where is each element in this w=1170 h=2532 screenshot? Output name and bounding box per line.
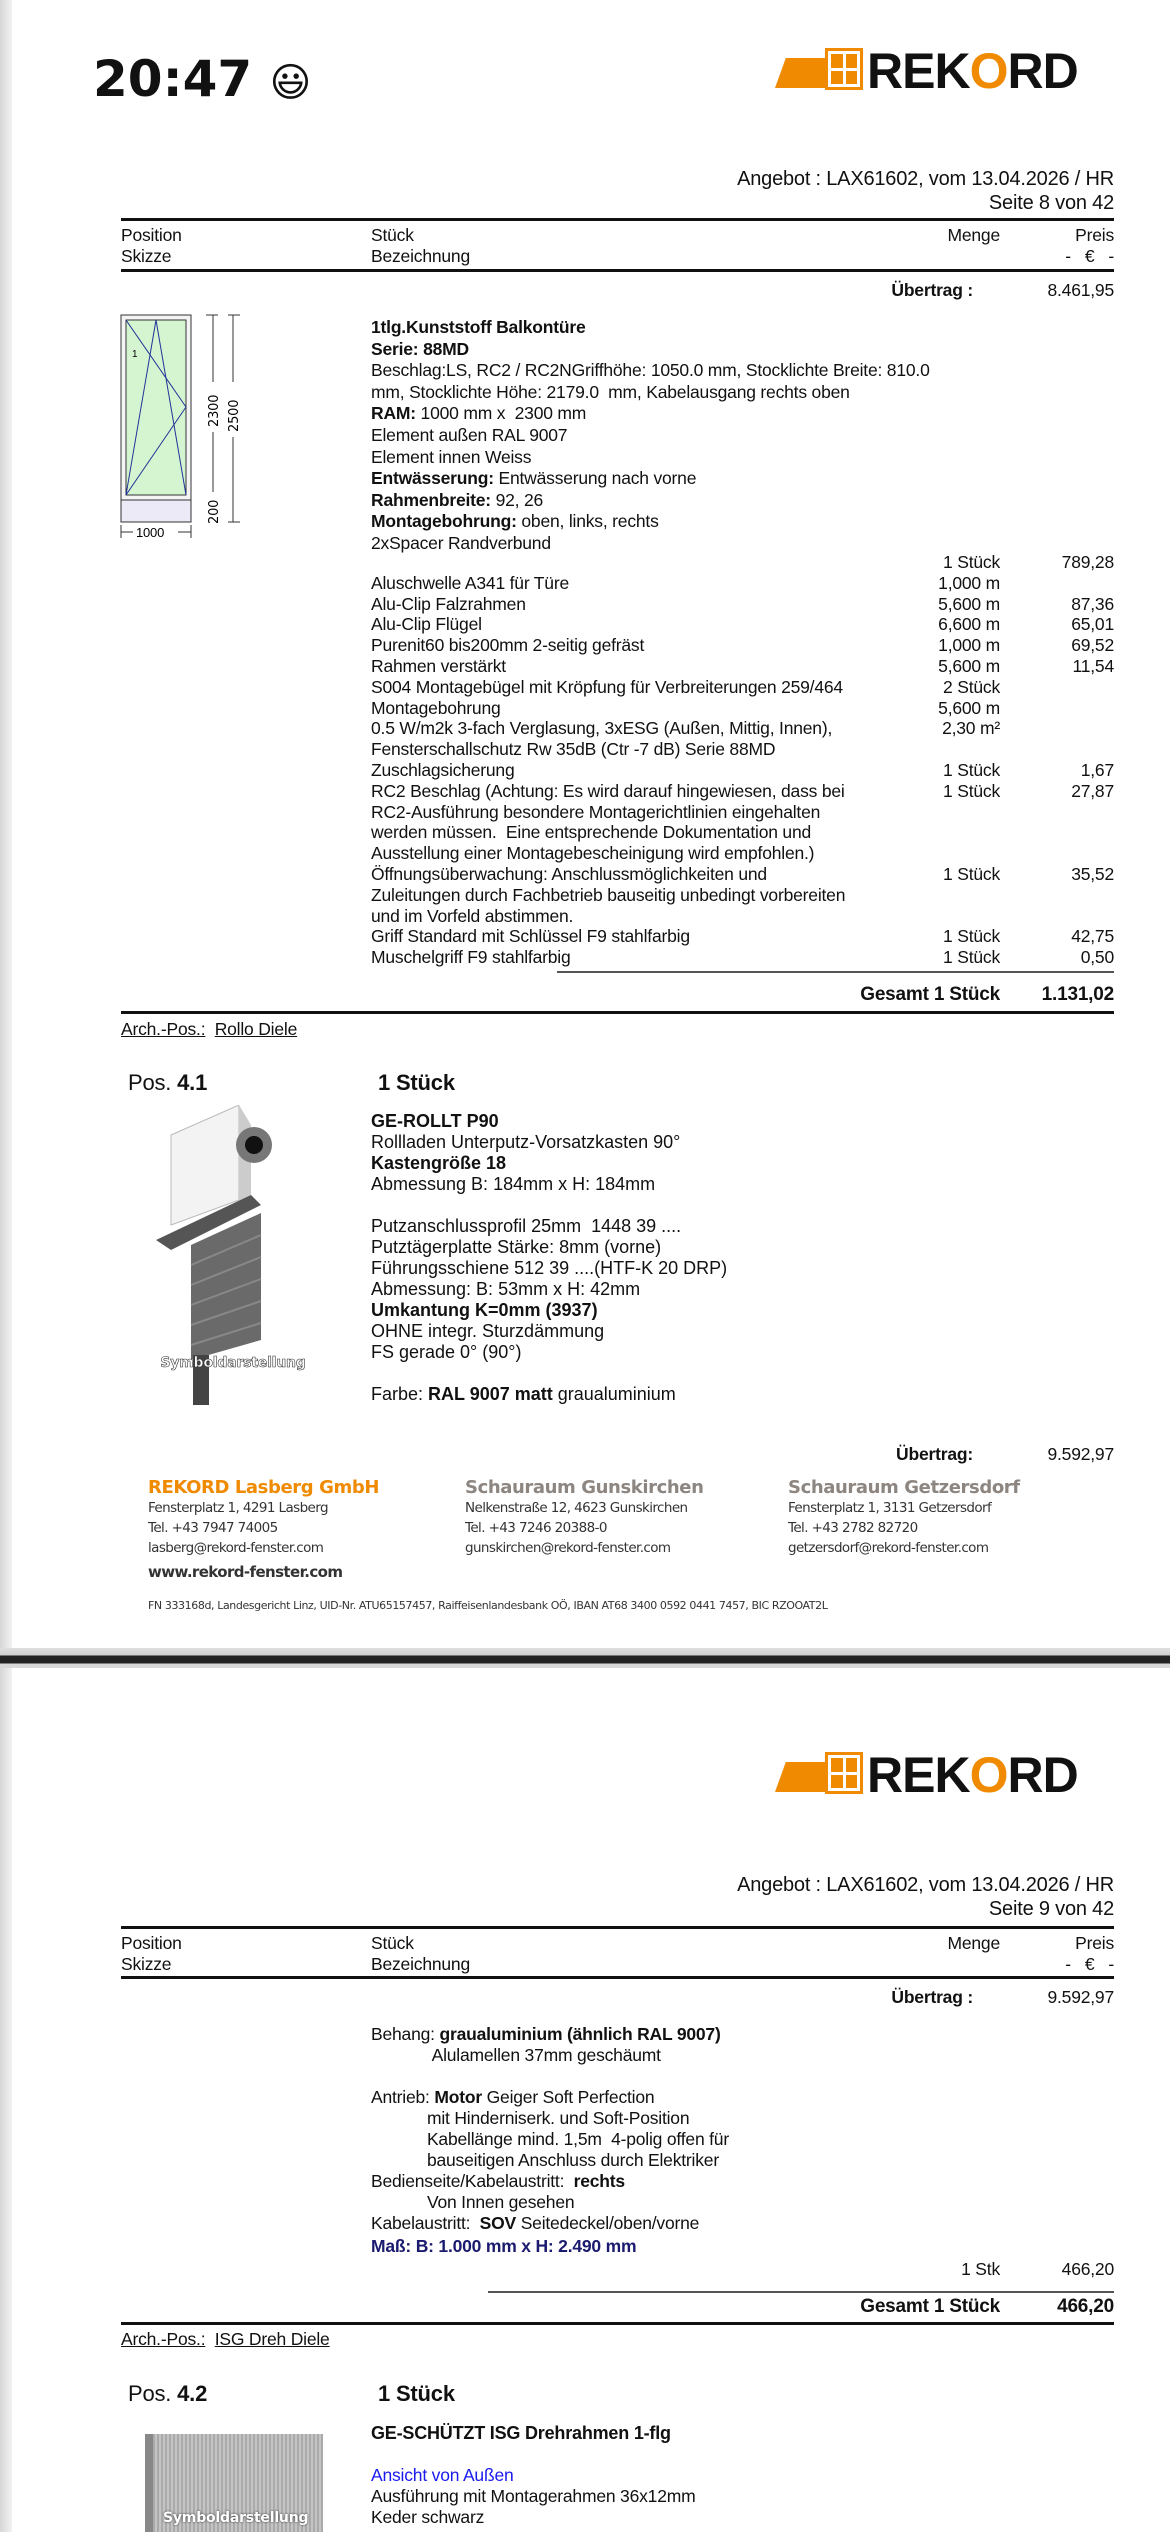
text-line [371,2150,729,2171]
text: Geiger Soft Perfection [481,2087,655,2107]
text: Beschlag:LS, RC2 / RC2NGriffhöhe: 1050.0 mm, Stocklichte Breite: 810.0 [371,360,930,381]
text-line [371,1132,727,1153]
row-price: 42,75 [1071,926,1114,947]
position-title: GE-SCHÜTZT ISG Drehrahmen 1-flg [371,2423,671,2443]
window-sketch [118,312,258,542]
col-header-position: Position Skizze [121,1933,182,1974]
row-price: 65,01 [1071,614,1114,635]
item-row [371,718,1114,760]
text-line [371,1363,727,1384]
email-link[interactable]: lasberg@rekord-fenster.com [148,1540,324,1556]
carry-label: Übertrag : [891,280,973,300]
arch-pos: Arch.-Pos.: ISG Dreh Diele [121,2329,330,2349]
bold-text: Kastengröße 18 [371,1153,507,1173]
text-line [371,1237,727,1258]
text-line [371,403,930,425]
text: Element außen RAL 9007 [371,424,568,445]
col-header-preis: Preis - € - [1065,1933,1114,1974]
text-line [371,360,930,382]
text-line [371,317,930,339]
text [371,1195,376,1215]
text: Abmessung: B: 53mm x H: 42mm [371,1279,641,1299]
row-description: Griff Standard mit Schlüssel F9 stahlfarbig [371,926,690,947]
row-price: 0,50 [1080,947,1114,968]
text: Von Innen gesehen [371,2192,575,2212]
item-rows [371,552,1114,968]
bold-text: Serie: 88MD [371,338,469,359]
row-description: Muschelgriff F9 stahlfarbig [371,947,571,968]
text: 1000 mm x 2300 mm [415,403,587,424]
row-qty: 1 Stück [943,947,1000,968]
text: Führungsschiene 512 39 ....(HTF-K 20 DRP) [371,1258,728,1278]
row-qty: 1 Stück [943,759,1000,780]
height-total-label: 2500 [227,399,242,432]
sash-number: 1 [132,349,138,360]
bold-text: RAL 9007 matt [428,1384,553,1404]
position-line: Ausführung mit Montagerahmen 36x12mm [371,2486,696,2506]
row-price: 11,54 [1072,655,1114,676]
row-qty: 1 Stück [943,863,1000,884]
row-qty: 5,600 m [938,697,1000,718]
text-line [371,2024,729,2045]
text: bauseitigen Anschluss durch Elektriker [371,2150,719,2170]
text: FS gerade 0° (90°) [371,1342,522,1362]
item-row [371,698,1114,719]
text-line [371,2066,729,2087]
carry-value: 9.592,97 [1047,1987,1114,2007]
text-line [371,511,930,533]
row-qty: 5,600 m [938,655,1000,676]
text: Seitedeckel/oben/vorne [516,2213,700,2233]
screen-image [145,2434,323,2532]
text [371,2066,376,2086]
text: Putztägerplatte Stärke: 8mm (vorne) [371,1237,662,1257]
col-header-position: Position Skizze [121,225,182,266]
row-description: RC2 Beschlag (Achtung: Es wird darauf hingewiesen, dass bei RC2-Ausführung besondere Montagerichtlinien eingehalten werden müssen. Eine entsprechende Dokumentation und Ausstellung einer Montagebescheinigung wird empfohlen.) [371,780,845,864]
row-description: 0.5 W/m2k 3-fach Verglasung, 3xESG (Außen, Mittig, Innen), Fensterschallschutz Rw 35dB (Ctr -7 dB) Serie 88MD [371,718,833,760]
text-line [371,1111,727,1132]
website-link[interactable]: www.rekord-fenster.com [148,1563,343,1581]
total-value: 466,20 [1057,2296,1114,2317]
bold-text: SOV [479,2213,517,2233]
text-line [371,468,930,490]
text-line [371,2192,729,2213]
text: mm, Stocklichte Höhe: 2179.0 mm, Kabelausgang rechts oben [371,381,850,402]
text: mit Hinderniserk. und Soft-Position [371,2108,690,2128]
position-description [371,1111,727,1405]
text: Abmessung B: 184mm x H: 184mm [371,1174,656,1194]
divider [121,2322,1114,2325]
text: graualuminium [552,1384,676,1404]
row-qty: 2,30 m² [942,718,1000,739]
rekord-logo: REKORD [775,1752,1095,1802]
sill-label: 200 [207,499,222,524]
text-line [371,1279,727,1300]
row-price: 466,20 [1061,2259,1114,2279]
text-line [371,1174,727,1195]
divider [488,2291,1114,2293]
row-qty: 2 Stück [943,676,1000,697]
text: Antrieb: [371,2087,435,2107]
col-header-stueck: Stück Bezeichnung [371,225,470,266]
row-price: 69,52 [1071,635,1114,656]
row-price [1000,718,1114,760]
col-header-preis: Preis - € - [1065,225,1114,266]
row-description: Öffnungsüberwachung: Anschlussmöglichkeiten und Zuleitungen durch Fachbetrieb bauseitig unbedingt vorbereiten und im Vorfeld abstimmen. [371,863,846,926]
row-qty: 1,000 m [938,635,1000,656]
rekord-logo: REKORD [775,48,1095,98]
col-header-menge: Menge [947,1933,1000,1953]
item-row [371,677,1114,698]
carry-value: 8.461,95 [1047,280,1114,300]
offer-info: Angebot : LAX61602, vom 13.04.2026 / HR Seite 8 von 42 [737,168,1114,214]
bold-text: RAM: [371,403,416,424]
text-line [371,2045,729,2066]
bold-text: graualuminium (ähnlich RAL 9007) [439,2024,721,2044]
text-line [371,1153,727,1174]
divider [121,218,1114,221]
text-line [371,2213,729,2234]
text-line [371,339,930,361]
bold-text: Rahmenbreite: [371,489,491,510]
dimensions: Maß: B: 1.000 mm x H: 2.490 mm [371,2236,637,2256]
total-value: 1.131,02 [1041,984,1114,1005]
item-row [371,594,1114,615]
text: Alulamellen 37mm geschäumt [371,2045,661,2065]
row-price: 1,67 [1080,759,1114,780]
text-line [371,1321,727,1342]
item-row [371,552,1114,573]
item-row [371,947,1114,968]
bold-text: rechts [573,2171,625,2191]
text: oben, links, rechts [516,511,659,532]
email-link[interactable]: getzersdorf@rekord-fenster.com [788,1540,989,1556]
text: OHNE integr. Sturzdämmung [371,1321,605,1341]
bold-text: Entwässerung: [371,468,494,489]
position-number: Pos. 4.1 [128,1070,208,1095]
text: Farbe: [371,1384,429,1404]
item-row [371,926,1114,947]
offer-info: Angebot : LAX61602, vom 13.04.2026 / HR Seite 9 von 42 [737,1874,1114,1920]
text: 2xSpacer Randverbund [371,532,551,553]
text-line [371,2087,729,2108]
footer-lasberg: REKORD Lasberg GmbH Fensterplatz 1, 4291 Lasberg Tel. +43 7947 74005 lasberg@rekord-fenster.com [148,1477,379,1556]
row-price [1000,573,1114,594]
text: Bedienseite/Kabelaustritt: [371,2171,574,2191]
row-description: Alu-Clip Flügel [371,614,482,635]
divider [121,1011,1114,1014]
text: Kabellänge mind. 1,5m 4-polig offen für [371,2129,729,2149]
position-line: Keder schwarz [371,2507,485,2527]
divider [121,1926,1114,1929]
image-caption: Symboldarstellung [163,2510,309,2526]
item-row [371,781,1114,864]
divider [557,971,1114,973]
text: Entwässerung nach vorne [493,468,697,489]
row-description: Rahmen verstärkt [371,655,506,676]
text-line [371,1342,727,1363]
row-qty: 1,000 m [938,572,1000,593]
row-qty: 6,600 m [938,614,1000,635]
text-line [371,1258,727,1279]
col-header-menge: Menge [947,225,1000,245]
position-number: Pos. 4.2 [128,2381,208,2406]
text [371,1363,376,1383]
footer-gunskirchen: Schauraum Gunskirchen Nelkenstraße 12, 4623 Gunskirchen Tel. +43 7246 20388-0 gunskirchen@rekord-fenster.com [465,1477,704,1556]
row-description: Purenit60 bis200mm 2-seitig gefräst [371,635,645,656]
email-link[interactable]: gunskirchen@rekord-fenster.com [465,1540,671,1556]
row-qty: 5,600 m [938,593,1000,614]
text-line [371,2171,729,2192]
text-line [371,447,930,469]
row-qty: 1 Stück [943,780,1000,801]
row-description: Aluschwelle A341 für Türe [371,572,569,593]
text: Behang: [371,2024,440,2044]
text-line [371,490,930,512]
text-line [371,2108,729,2129]
col-header-stueck: Stück Bezeichnung [371,1933,470,1974]
page-separator [0,1648,1170,1668]
bold-text: Montagebohrung: [371,511,517,532]
item-row [371,614,1114,635]
text-line [371,1195,727,1216]
row-description: S004 Montagebügel mit Kröpfung für Verbreiterungen 259/464 [371,676,843,697]
row-qty: 1 Stk [961,2259,1000,2279]
row-price: 87,36 [1071,593,1114,614]
text-line [371,1384,727,1405]
row-price: 789,28 [1061,552,1114,572]
status-time: 20:47 😃 [93,50,312,108]
row-description: Montagebohrung [371,697,501,718]
row-price: 35,52 [1071,863,1114,884]
image-caption: Symboldarstellung [160,1355,306,1371]
height-label: 2300 [207,394,222,427]
item-row [371,864,1114,926]
carry-out-value: 9.592,97 [1047,1444,1114,1464]
shutter-image [121,1105,347,1405]
text-line [371,1300,727,1321]
row-qty: 1 Stück [943,926,1000,947]
text: Rollladen Unterputz-Vorsatzkasten 90° [371,1132,681,1152]
row-price [1000,698,1114,719]
item-row [371,656,1114,677]
row-description: Alu-Clip Falzrahmen [371,593,526,614]
legal-info: FN 333168d, Landesgericht Linz, UID-Nr. ATU65157457, Raiffeisenlandesbank OÖ, IBAN AT68 3400 0592 0441 7457, BIC RZOOAT2L [148,1599,828,1612]
text-line [371,1216,727,1237]
row-description [371,552,931,573]
item-row [371,635,1114,656]
row-qty: 1 Stück [943,552,1000,572]
footer-getzersdorf: Schauraum Getzersdorf Fensterplatz 1, 3131 Getzersdorf Tel. +43 2782 82720 getzersdorf@rekord-fenster.com [788,1477,1020,1556]
item-row [371,573,1114,594]
total-label: Gesamt 1 Stück [860,2296,1000,2317]
text: Putzanschlussprofil 25mm 1448 39 .... [371,1216,682,1236]
text: Kabelaustritt: [371,2213,480,2233]
bold-text: GE-ROLLT P90 [371,1111,499,1131]
text: Element innen Weiss [371,446,532,467]
text-line [371,382,930,404]
divider [121,269,1114,272]
page-edge [0,1668,12,2532]
row-description: Zuschlagsicherung [371,759,515,780]
text: 92, 26 [490,489,544,510]
position-qty: 1 Stück [378,1070,455,1095]
item-description [371,317,930,555]
item-row [371,760,1114,781]
text-line [371,2129,729,2150]
divider [121,1976,1114,1979]
position-qty: 1 Stück [378,2381,455,2406]
row-price [1000,677,1114,698]
page-edge [0,0,12,1650]
bold-text: 1tlg.Kunststoff Balkontüre [371,317,586,337]
view-label: Ansicht von Außen [371,2465,514,2485]
carry-out-label: Übertrag: [896,1444,973,1464]
arch-pos: Arch.-Pos.: Rollo Diele [121,1019,298,1039]
item-description [371,2024,729,2234]
total-label: Gesamt 1 Stück [860,984,1000,1005]
carry-label: Übertrag : [891,1987,973,2007]
bold-text: Umkantung K=0mm (3937) [371,1300,598,1320]
row-price: 27,87 [1071,780,1114,801]
bold-text: Motor [434,2087,482,2107]
text-line [371,425,930,447]
width-label: 1000 [136,525,165,540]
